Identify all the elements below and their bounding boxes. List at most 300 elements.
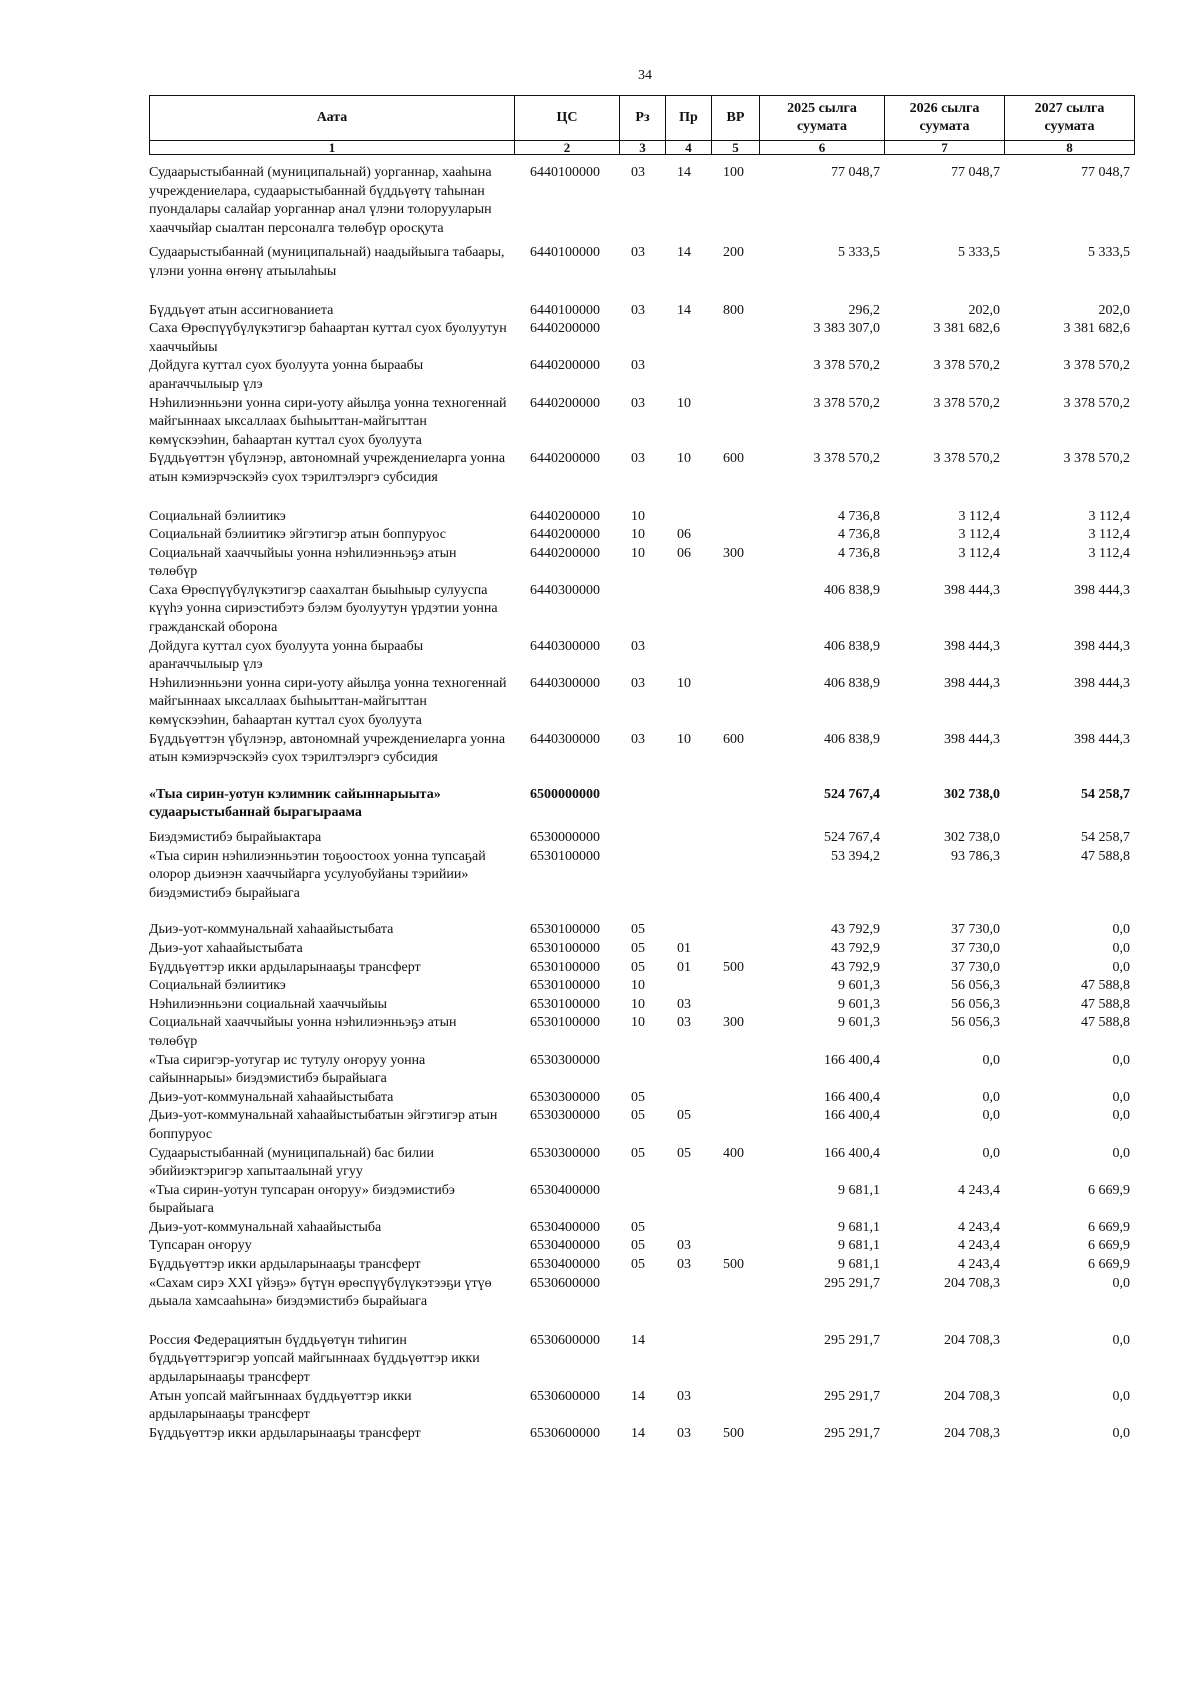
row-rz-code [619,829,665,848]
row-amount-2025: 9 681,1 [838,1182,880,1198]
row-amount-2025: 406 838,9 [824,731,880,747]
table-row [149,357,1134,394]
row-cs-code: 6530400000 [530,1238,600,1254]
row-amount-2026: 398 444,3 [944,638,1000,654]
row-name: Дьиэ-уот-коммунальнай хаһаайыстыбатын эйгэтигэр атын боппуруос [149,1108,498,1142]
row-rz-code: 10 [631,1015,645,1031]
row-amount-2027: 6 669,9 [1088,1238,1130,1254]
row-amount-2025: 3 378 570,2 [813,358,880,374]
row-amount-2027: 0,0 [1112,1388,1130,1404]
row-amount-2025: 295 291,7 [824,1275,880,1291]
row-vr-code [711,526,759,545]
row-rz-code: 10 [631,996,645,1012]
row-vr-code [711,1107,759,1144]
column-number: 6 [760,141,885,155]
row-cs-code: 6440200000 [530,545,600,561]
row-cs-code: 6530600000 [530,1425,600,1441]
row-amount-2025: 9 601,3 [838,1015,880,1031]
row-amount-2027: 0,0 [1112,1052,1130,1068]
table-row [149,582,1134,638]
row-amount-2027: 0,0 [1112,1089,1130,1105]
row-name: Социальнай бэлиитикэ эйгэтигэр атын боппуруос [149,527,446,543]
row-vr-code [711,357,759,394]
column-header-2025: 2025 сылга суумата [760,96,885,141]
row-amount-2025: 166 400,4 [824,1145,880,1161]
table-row [149,508,1134,527]
row-amount-2027: 0,0 [1112,922,1130,938]
table-row [149,1275,1134,1332]
row-name: Дойдуга куттал суох буолуута уонна быраабы араҥаччылыыр үлэ [149,358,424,392]
row-amount-2026: 3 378 570,2 [933,358,1000,374]
table-row [149,1332,1134,1388]
row-amount-2027: 54 258,7 [1081,786,1130,802]
row-amount-2027: 3 381 682,6 [1063,321,1130,337]
column-header-rz: Рз [620,96,666,141]
row-vr-code [711,320,759,357]
column-number: 4 [666,141,712,155]
row-pr-code [665,582,711,638]
row-vr-code: 500 [723,1425,744,1441]
row-amount-2027: 398 444,3 [1074,582,1130,598]
row-cs-code: 6440200000 [530,321,600,337]
row-cs-code: 6530100000 [530,922,600,938]
budget-table [149,164,1134,1443]
row-vr-code: 400 [723,1145,744,1161]
row-rz-code: 05 [631,922,645,938]
row-amount-2026: 4 243,4 [958,1182,1000,1198]
row-cs-code: 6530100000 [530,1015,600,1031]
table-row [149,1237,1134,1256]
row-rz-code [619,1052,665,1089]
row-amount-2027: 0,0 [1112,1332,1130,1348]
row-cs-code: 6440100000 [530,165,600,180]
table-row [149,526,1134,545]
table-row [149,959,1134,978]
row-rz-code: 14 [631,1332,645,1348]
row-rz-code: 05 [631,940,645,956]
row-vr-code [711,1275,759,1332]
row-name: Социальнай хааччыйыы уонна нэһилиэнньэҕэ атын төлөбүр [149,1015,457,1049]
row-vr-code: 300 [723,545,744,561]
table-row [149,1219,1134,1238]
row-pr-code [665,1275,711,1332]
table-row [149,302,1134,321]
row-rz-code: 14 [631,1425,645,1441]
row-pr-code [665,786,711,829]
row-vr-code [711,1332,759,1388]
column-number-row [150,141,1135,155]
row-pr-code [665,320,711,357]
column-header-2027: 2027 сылга суумата [1005,96,1135,141]
row-cs-code: 6530100000 [530,848,600,864]
row-pr-code: 03 [677,1257,691,1273]
row-cs-code: 6440200000 [530,358,600,374]
table-row [149,1425,1134,1444]
row-vr-code: 500 [723,959,744,975]
row-pr-code: 10 [677,395,691,411]
row-amount-2027: 398 444,3 [1074,675,1130,691]
row-amount-2025: 9 601,3 [838,996,880,1012]
row-cs-code: 6530300000 [530,1145,600,1161]
table-row [149,996,1134,1015]
row-rz-code [619,582,665,638]
row-rz-code: 03 [631,675,645,691]
column-header-vr: ВР [712,96,760,141]
row-amount-2026: 3 112,4 [958,527,1000,543]
row-pr-code: 05 [677,1108,691,1124]
column-number: 2 [515,141,620,155]
row-amount-2026: 204 708,3 [944,1275,1000,1291]
row-amount-2027: 3 112,4 [1088,527,1130,543]
row-name: Саха Өрөспүүбүлүкэтигэр саахалтан быыһыыр сулууспа күүһэ уонна сириэстибэтэ бэлэм буолуутун үрдэтии уонна гражданскай оборона [149,582,498,636]
row-pr-code: 05 [677,1145,691,1161]
row-amount-2025: 166 400,4 [824,1108,880,1124]
column-number: 7 [885,141,1005,155]
row-pr-code: 14 [677,302,691,318]
row-rz-code [619,848,665,922]
row-cs-code: 6440300000 [530,638,600,654]
row-name: Судаарыстыбаннай (муниципальнай) уорганнар, хааһына учреждениелара, судаарыстыбаннай бүддьүөтү таһынан пуондалары салайар уорганнар анал үлэни толорууларын хааччыйар сыалтан персоналга төлөбүр оросқута [149,165,492,236]
row-pr-code: 01 [677,940,691,956]
row-vr-code [711,582,759,638]
row-name: Саха Өрөспүүбүлүкэтигэр баһаартан куттал суох буолуутун хааччыйыы [149,321,507,355]
row-rz-code: 03 [631,245,645,261]
row-pr-code: 03 [677,996,691,1012]
row-cs-code: 6530600000 [530,1388,600,1404]
table-row [149,1145,1134,1182]
row-cs-code: 6530100000 [530,940,600,956]
table-row [149,244,1134,301]
row-pr-code [665,848,711,922]
column-header-2026: 2026 сылга суумата [885,96,1005,141]
column-number: 3 [620,141,666,155]
row-rz-code: 10 [631,527,645,543]
row-name: «Тыа сирин-уотун тупсаран оҥоруу» биэдэмистибэ бырайыага [149,1182,455,1217]
table-row [149,1388,1134,1425]
row-name: Бүддьүөт атын ассигнованиета [149,302,334,318]
row-pr-code [665,1089,711,1108]
row-rz-code: 05 [631,1238,645,1254]
row-name: Дьиэ-уот-коммунальнай хаһаайыстыба [149,1219,382,1235]
row-pr-code [665,638,711,675]
row-cs-code: 6530400000 [530,1182,600,1198]
row-amount-2025: 77 048,7 [831,165,880,180]
row-pr-code: 06 [677,545,691,561]
row-amount-2027: 0,0 [1112,1108,1130,1124]
row-amount-2026: 302 738,0 [944,786,1000,802]
row-amount-2026: 37 730,0 [951,922,1000,938]
table-row [149,977,1134,996]
row-cs-code: 6530300000 [530,1052,600,1068]
row-amount-2025: 43 792,9 [831,959,880,975]
row-name: Тупсаран оҥоруу [149,1238,252,1254]
row-cs-code: 6440200000 [530,508,600,524]
column-number: 1 [150,141,515,155]
row-rz-code: 03 [631,165,645,180]
table-row [149,921,1134,940]
row-cs-code: 6440300000 [530,675,600,691]
row-amount-2027: 47 588,8 [1081,1015,1130,1031]
row-amount-2027: 0,0 [1112,1275,1130,1291]
row-pr-code: 03 [677,1425,691,1441]
table-row [149,940,1134,959]
row-amount-2025: 4 736,8 [838,545,880,561]
row-amount-2026: 37 730,0 [951,940,1000,956]
row-cs-code: 6530300000 [530,1089,600,1105]
column-number: 5 [712,141,760,155]
row-cs-code: 6530400000 [530,1257,600,1273]
row-cs-code: 6440200000 [530,527,600,543]
row-amount-2027: 47 588,8 [1081,848,1130,864]
row-cs-code: 6500000000 [530,786,600,802]
row-vr-code [711,395,759,451]
row-cs-code: 6530300000 [530,1108,600,1124]
row-pr-code: 06 [677,527,691,543]
row-amount-2026: 0,0 [982,1052,1000,1068]
row-amount-2026: 0,0 [982,1145,1000,1161]
row-cs-code: 6530600000 [530,1332,600,1348]
row-amount-2027: 0,0 [1112,1145,1130,1161]
row-vr-code [711,829,759,848]
row-rz-code [619,1275,665,1332]
row-name: Биэдэмистибэ бырайыактара [149,830,322,845]
row-cs-code: 6530100000 [530,959,600,975]
row-amount-2026: 3 112,4 [958,545,1000,561]
row-name: Дьиэ-уот-коммунальнай хаһаайыстыбата [149,922,394,938]
row-amount-2025: 166 400,4 [824,1052,880,1068]
row-amount-2026: 302 738,0 [944,830,1000,845]
row-pr-code: 10 [677,675,691,691]
row-vr-code [711,996,759,1015]
row-name: Атын уопсай майгыннаах бүддьүөттэр икки ардыларынааҕы трансферт [149,1388,412,1423]
table-row [149,731,1134,786]
table-row [149,1014,1134,1051]
row-rz-code [619,1182,665,1219]
row-vr-code [711,1052,759,1089]
row-amount-2026: 398 444,3 [944,731,1000,747]
row-amount-2025: 296,2 [848,302,880,318]
row-amount-2027: 3 378 570,2 [1063,395,1130,411]
row-name: Нэһилиэнньэни социальнай хааччыйыы [149,996,388,1012]
row-amount-2025: 3 378 570,2 [813,451,880,467]
row-cs-code: 6530600000 [530,1275,600,1291]
row-vr-code [711,940,759,959]
table-row [149,1052,1134,1089]
row-amount-2026: 3 378 570,2 [933,451,1000,467]
row-amount-2026: 5 333,5 [958,245,1000,261]
row-vr-code [711,1182,759,1219]
row-rz-code: 05 [631,1108,645,1124]
row-vr-code [711,848,759,922]
row-amount-2025: 3 378 570,2 [813,395,880,411]
table-row [149,829,1134,848]
row-amount-2025: 53 394,2 [831,848,880,864]
row-rz-code: 05 [631,959,645,975]
row-vr-code: 600 [723,731,744,747]
row-rz-code: 03 [631,395,645,411]
row-amount-2026: 0,0 [982,1108,1000,1124]
table-row [149,395,1134,451]
row-amount-2025: 406 838,9 [824,582,880,598]
row-amount-2027: 47 588,8 [1081,996,1130,1012]
row-amount-2027: 77 048,7 [1081,165,1130,180]
row-amount-2027: 6 669,9 [1088,1257,1130,1273]
row-rz-code: 05 [631,1145,645,1161]
row-name: Бүддьүөттэр икки ардыларынааҕы трансферт [149,1425,421,1441]
row-amount-2026: 204 708,3 [944,1425,1000,1441]
row-amount-2026: 398 444,3 [944,582,1000,598]
row-cs-code: 6440100000 [530,245,600,261]
row-amount-2025: 43 792,9 [831,940,880,956]
row-amount-2027: 3 378 570,2 [1063,358,1130,374]
row-rz-code: 03 [631,638,645,654]
row-amount-2027: 3 112,4 [1088,508,1130,524]
row-pr-code: 03 [677,1015,691,1031]
row-amount-2026: 204 708,3 [944,1388,1000,1404]
row-amount-2025: 406 838,9 [824,675,880,691]
row-amount-2027: 6 669,9 [1088,1182,1130,1198]
row-amount-2025: 3 383 307,0 [813,321,880,337]
row-name: Социальнай хааччыйыы уонна нэһилиэнньэҕэ атын төлөбүр [149,545,457,580]
row-cs-code: 6440300000 [530,731,600,747]
row-rz-code: 10 [631,508,645,524]
row-cs-code: 6530400000 [530,1219,600,1235]
row-pr-code: 03 [677,1238,691,1254]
table-row [149,545,1134,582]
row-amount-2025: 295 291,7 [824,1332,880,1348]
row-cs-code: 6440100000 [530,302,600,318]
table-row [149,1089,1134,1108]
row-name: Дойдуга куттал суох буолуута уонна быраабы араҥаччылыыр үлэ [149,638,424,673]
column-number: 8 [1005,141,1135,155]
row-amount-2027: 398 444,3 [1074,638,1130,654]
row-pr-code [665,977,711,996]
row-vr-code [711,1237,759,1256]
row-amount-2025: 4 736,8 [838,527,880,543]
table-row [149,786,1134,829]
column-header-pr: Пр [666,96,712,141]
row-name: Бүддьүөттэр икки ардыларынааҕы трансферт [149,1257,421,1273]
row-pr-code: 14 [677,245,691,261]
table-row [149,638,1134,675]
row-pr-code [665,508,711,527]
row-vr-code [711,1219,759,1238]
row-amount-2026: 56 056,3 [951,1015,1000,1031]
table-row [149,320,1134,357]
row-pr-code: 03 [677,1388,691,1404]
row-name: «Тыа сирин нэһилиэнньэтин тоҕоостоох уонна тупсаҕай олорор дьиэнэн хааччыйарга усулуобуйаны тэрийии» биэдэмистибэ бырайыага [149,848,486,901]
row-amount-2026: 77 048,7 [951,165,1000,180]
row-amount-2026: 56 056,3 [951,996,1000,1012]
row-cs-code: 6530100000 [530,978,600,994]
row-amount-2027: 54 258,7 [1081,830,1130,845]
row-amount-2025: 4 736,8 [838,508,880,524]
row-name: Бүддьүөттэн үбүлэнэр, автономнай учреждениеларга уонна атын кэмиэрчэскэйэ суох тэрилтэлэргэ субсидия [149,731,506,766]
row-vr-code: 600 [723,451,744,467]
row-pr-code [665,357,711,394]
row-amount-2025: 524 767,4 [824,786,880,802]
row-vr-code [711,921,759,940]
row-rz-code: 10 [631,978,645,994]
row-name: Судаарыстыбаннай (муниципальнай) наадыйыыга табаары, үлэни уонна өҥөнү атыылаһыы [149,245,505,279]
row-cs-code: 6440200000 [530,451,600,467]
row-rz-code: 03 [631,451,645,467]
row-rz-code: 03 [631,302,645,318]
row-amount-2027: 0,0 [1112,1425,1130,1441]
row-amount-2025: 524 767,4 [824,830,880,845]
row-amount-2026: 4 243,4 [958,1219,1000,1235]
row-amount-2027: 47 588,8 [1081,978,1130,994]
row-pr-code: 14 [677,165,691,180]
column-header-name: Аата [150,96,515,141]
row-amount-2025: 295 291,7 [824,1425,880,1441]
row-vr-code [711,786,759,829]
row-amount-2026: 202,0 [968,302,1000,318]
row-pr-code [665,829,711,848]
row-cs-code: 6440300000 [530,582,600,598]
row-name: Социальнай бэлиитикэ [149,508,286,524]
row-amount-2026: 3 378 570,2 [933,395,1000,411]
row-amount-2026: 3 381 682,6 [933,321,1000,337]
row-rz-code: 03 [631,731,645,747]
table-row [149,848,1134,922]
row-amount-2025: 166 400,4 [824,1089,880,1105]
row-pr-code: 10 [677,731,691,747]
row-name: Нэһилиэнньэни уонна сири-уоту айылҕа уонна техногеннай майгыннаах ыксаллаах быһыыттан-майгыттан көмүскээһин, баһаартан куттал суох буолуута [149,395,507,448]
row-amount-2026: 204 708,3 [944,1332,1000,1348]
row-name: «Сахам сирэ XXI үйэҕэ» бүтүн өрөспүүбүлүкэтээҕи үтүө дьыала хамсааһына» биэдэмистибэ бырайыага [149,1275,492,1310]
row-amount-2025: 406 838,9 [824,638,880,654]
row-rz-code: 05 [631,1089,645,1105]
table-row [149,1256,1134,1275]
row-rz-code [619,320,665,357]
row-vr-code [711,1388,759,1425]
row-pr-code [665,1219,711,1238]
row-amount-2025: 43 792,9 [831,922,880,938]
row-amount-2026: 0,0 [982,1089,1000,1105]
row-name: Бүддьүөттэр икки ардыларынааҕы трансферт [149,959,421,975]
row-name: «Тыа сирин-уотун кэлимник сайыннарыыта» судаарыстыбаннай бырагыраама [149,786,441,821]
table-row [149,164,1134,244]
row-amount-2027: 202,0 [1098,302,1130,318]
row-amount-2027: 3 378 570,2 [1063,451,1130,467]
row-amount-2027: 3 112,4 [1088,545,1130,561]
row-rz-code: 14 [631,1388,645,1404]
row-vr-code: 300 [723,1015,744,1031]
row-vr-code: 500 [723,1257,744,1273]
row-cs-code: 6440200000 [530,395,600,411]
row-name: Социальнай бэлиитикэ [149,978,286,994]
row-vr-code [711,508,759,527]
row-amount-2026: 3 112,4 [958,508,1000,524]
row-vr-code [711,977,759,996]
row-amount-2025: 295 291,7 [824,1388,880,1404]
row-vr-code: 800 [723,302,744,318]
column-header-cs: ЦС [515,96,620,141]
row-amount-2025: 9 681,1 [838,1219,880,1235]
row-amount-2025: 5 333,5 [838,245,880,261]
row-amount-2025: 9 681,1 [838,1257,880,1273]
row-name: «Тыа сиригэр-уотугар ис тутулу оҥоруу уонна сайыннарыы» биэдэмистибэ бырайыага [149,1052,426,1087]
row-pr-code: 10 [677,451,691,467]
row-amount-2027: 6 669,9 [1088,1219,1130,1235]
row-amount-2026: 398 444,3 [944,675,1000,691]
page-number: 34 [638,68,652,83]
row-pr-code [665,1052,711,1089]
row-vr-code: 100 [723,165,744,180]
row-amount-2027: 398 444,3 [1074,731,1130,747]
row-pr-code: 01 [677,959,691,975]
